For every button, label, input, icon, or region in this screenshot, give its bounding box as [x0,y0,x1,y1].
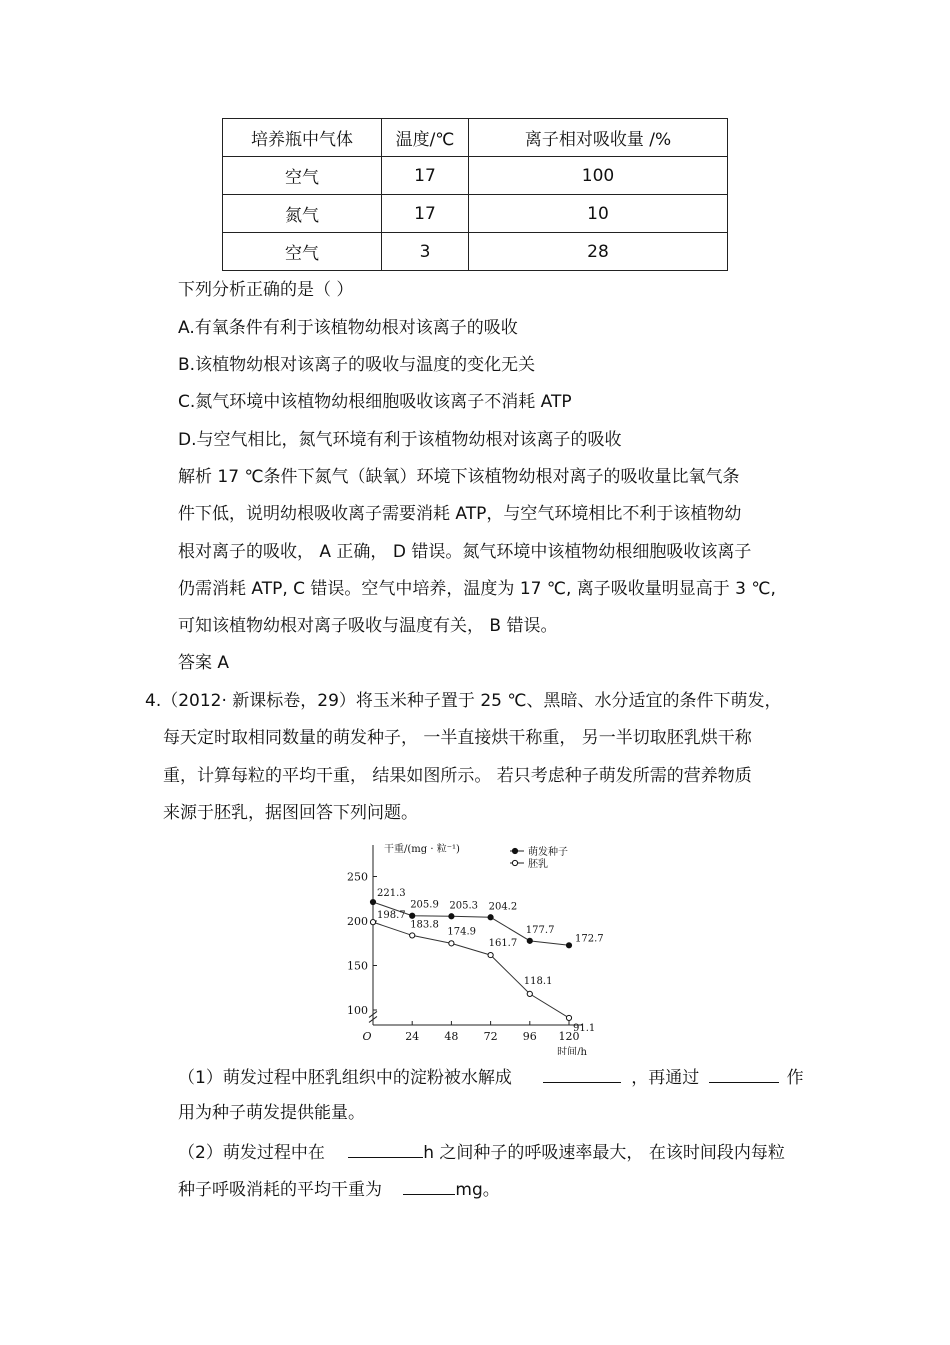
option-a: A.有氧条件有利于该植物幼根对该离子的吸收 [178,318,518,338]
sub-question-2 [178,1139,785,1165]
data-point [410,933,415,938]
data-point [410,913,415,918]
data-point [566,943,571,948]
legend-label: 萌发种子 [528,847,568,858]
data-point [488,952,493,957]
x-axis-label: 时间/h [557,1047,587,1055]
sub1-text: （1）萌发过程中胚乳组织中的淀粉被水解成 [178,1068,512,1088]
question-prompt: 下列分析正确的是（ ） [178,280,354,300]
sub2-text: （2）萌发过程中在 [178,1143,325,1163]
table-header: 温度/℃ [382,119,469,157]
table-cell: 空气 [223,157,382,195]
sub1-text-b: ，再通过 [631,1068,700,1088]
y-tick-label: 150 [347,959,368,973]
data-label: 118.1 [523,975,553,987]
sub-question-1 [178,1064,804,1090]
data-label: 174.9 [447,926,477,938]
table-header-row [223,119,728,157]
table-header: 离子相对吸收量 /% [469,119,728,157]
q4-stem-line: 每天定时取相同数量的萌发种子， 一半直接烘干称重， 另一半切取胚乳烘干称 [163,728,752,748]
data-point [370,899,375,904]
table-cell: 17 [382,195,469,233]
y-tick-label: 200 [347,915,368,928]
answer-blank-2[interactable] [709,1064,779,1083]
data-label: 161.7 [488,938,518,950]
table-cell: 28 [469,233,728,271]
answer-blank-3[interactable] [348,1139,423,1158]
option-b: B.该植物幼根对该离子的吸收与温度的变化无关 [178,355,536,375]
data-label: 221.3 [377,888,406,900]
table-row [223,157,728,195]
answer-blank-4[interactable] [403,1176,455,1195]
table-cell: 空气 [223,233,382,271]
x-tick-label: 24 [405,1030,420,1043]
dry-weight-chart [340,835,610,1055]
data-point [566,1015,571,1020]
data-label: 172.7 [575,933,604,945]
sub2-text-b: h 之间种子的呼吸速率最大， 在该时间段内每粒 [423,1143,785,1163]
data-label: 198.7 [377,910,406,922]
table-cell: 氮气 [223,195,382,233]
table-cell: 100 [469,157,728,195]
sub2-text-c: 种子呼吸消耗的平均干重为 [178,1180,382,1200]
x-tick-label: 96 [522,1030,537,1043]
data-label: 183.8 [410,919,439,931]
q4-stem-line: 来源于胚乳，据图回答下列问题。 [163,803,418,823]
x-tick-label: 120 [558,1030,580,1043]
analysis-line: 可知该植物幼根对离子吸收与温度有关， B 错误。 [178,616,558,636]
y-tick-label: 100 [347,1004,368,1017]
sub1-text-c: 作 [786,1068,804,1088]
data-point [449,941,454,946]
x-tick-label: 72 [483,1030,498,1043]
option-c: C.氮气环境中该植物幼根细胞吸收该离子不消耗 ATP [178,392,572,412]
q4-stem-line: 4.（2012· 新课标卷，29）将玉米种子置于 25 ℃、黑暗、水分适宜的条件下萌发， [145,691,782,711]
answer: 答案 A [178,653,230,673]
analysis-line: 件下低，说明幼根吸收离子需要消耗 ATP，与空气环境相比不利于该植物幼 [178,504,742,524]
q4-stem-line: 重，计算每粒的平均干重， 结果如图所示。 若只考虑种子萌发所需的营养物质 [163,766,752,786]
data-label: 204.2 [488,901,518,913]
data-label: 91.1 [573,1022,596,1034]
data-point [527,938,532,943]
analysis-line: 解析 17 ℃条件下氮气（缺氧）环境下该植物幼根对离子的吸收量比氧气条 [178,467,740,487]
data-point [488,915,493,920]
x-tick-label: 48 [444,1030,459,1043]
sub1-continuation: 用为种子萌发提供能量。 [178,1103,365,1123]
y-axis-label: 干重/(mg · 粒⁻¹) [384,844,460,855]
y-tick-label: 250 [347,870,368,884]
table-row [223,195,728,233]
table-cell: 10 [469,195,728,233]
table-header: 培养瓶中气体 [223,119,382,157]
data-point [449,914,454,919]
analysis-line: 仍需消耗 ATP, C 错误。空气中培养，温度为 17 ℃, 离子吸收量明显高于 3 ℃, [178,579,776,599]
data-label: 177.7 [525,924,555,936]
absorption-table [222,118,728,271]
sub2-text-d: mg。 [455,1180,500,1200]
table-cell: 3 [382,233,469,271]
sub-question-2-cont [178,1176,500,1202]
data-point [370,920,375,925]
legend-label: 胚乳 [528,859,548,870]
table-row [223,233,728,271]
origin-label: O [362,1030,372,1043]
answer-blank-1[interactable] [543,1064,621,1083]
option-d: D.与空气相比，氮气环境有利于该植物幼根对该离子的吸收 [178,430,622,450]
analysis-line: 根对离子的吸收， A 正确， D 错误。氮气环境中该植物幼根细胞吸收该离子 [178,542,752,562]
data-label: 205.3 [449,900,479,912]
data-point [527,991,532,996]
legend-marker [512,860,517,865]
table-cell: 17 [382,157,469,195]
data-label: 205.9 [410,899,439,911]
legend-marker [512,848,517,853]
